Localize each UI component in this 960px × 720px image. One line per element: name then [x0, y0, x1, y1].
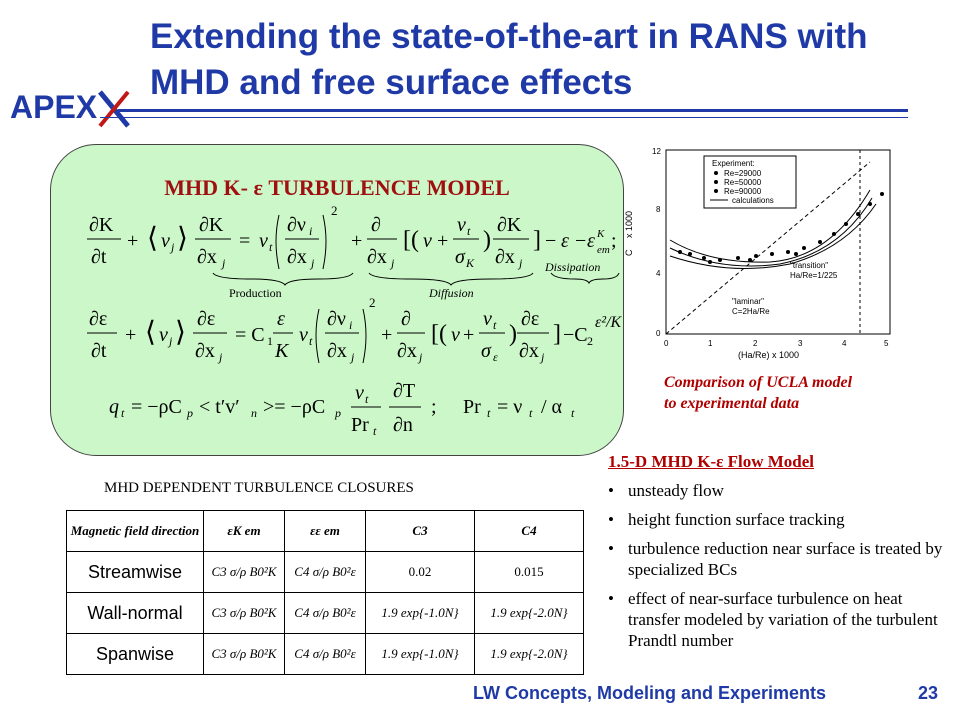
- svg-text:+: +: [437, 230, 449, 252]
- svg-text:;: ;: [611, 230, 617, 252]
- closures-table: [66, 510, 584, 675]
- heat-flux-equation: [109, 380, 575, 438]
- svg-text:+: +: [381, 324, 393, 346]
- svg-text:2: 2: [369, 295, 376, 310]
- svg-text:/ α: / α: [541, 396, 563, 418]
- svg-text:< t′v′: < t′v′: [199, 396, 240, 418]
- svg-text:∂x: ∂x: [519, 340, 539, 362]
- svg-text:+: +: [125, 324, 137, 346]
- svg-text:ν: ν: [159, 324, 168, 346]
- svg-text:t: t: [487, 406, 491, 420]
- dissipation-label: Dissipation: [545, 260, 601, 274]
- svg-text:[(: [(: [403, 227, 419, 253]
- svg-text:ν: ν: [259, 230, 268, 252]
- legend-item: Re=29000: [724, 169, 762, 178]
- svg-text:K: K: [275, 340, 289, 362]
- svg-text:[(: [(: [431, 321, 447, 347]
- table-row: [67, 593, 584, 634]
- header-c3: C3: [366, 511, 475, 552]
- svg-text:n: n: [251, 406, 257, 420]
- svg-text:−: −: [545, 230, 557, 252]
- svg-text:Pr: Pr: [463, 396, 481, 418]
- legend-item: Re=50000: [724, 178, 762, 187]
- svg-text:ν: ν: [299, 324, 308, 346]
- svg-text:⟨: ⟨: [147, 223, 158, 254]
- x-tick: 5: [884, 339, 889, 348]
- diffusion-label: Diffusion: [429, 286, 474, 300]
- svg-text:j: j: [541, 350, 545, 364]
- production-label: Production: [229, 286, 282, 300]
- cell-c4: 0.015: [475, 552, 584, 593]
- svg-text:∂ε: ∂ε: [521, 308, 540, 330]
- bullet-item: • effect of near-surface turbulence on heat transfer modeled by variation of the turbulent Prandtl number: [606, 588, 946, 651]
- calc-curve: [670, 204, 876, 269]
- svg-text:t: t: [269, 240, 273, 254]
- cell-c3: 0.02: [366, 552, 475, 593]
- row-direction: Streamwise: [67, 552, 204, 593]
- caption-line: to experimental data: [664, 395, 800, 412]
- svg-text:= ν: = ν: [497, 396, 523, 418]
- svg-text:j: j: [419, 350, 423, 364]
- svg-text:∂x: ∂x: [197, 246, 217, 268]
- svg-text:j: j: [171, 240, 175, 254]
- logo-text: APEX: [10, 89, 98, 125]
- svg-text:ν: ν: [483, 308, 492, 330]
- svg-text:∂x: ∂x: [287, 246, 307, 268]
- svg-text:q: q: [109, 396, 119, 418]
- row-direction: Spanwise: [67, 634, 204, 675]
- cell-eps-e: C4 σ/ρ B0²ε: [285, 634, 366, 675]
- bullet-item: • unsteady flow: [606, 480, 946, 501]
- legend-item: Re=90000: [724, 187, 762, 196]
- header-eps-e: εε em: [285, 511, 366, 552]
- svg-text:∂x: ∂x: [195, 340, 215, 362]
- svg-text:t: t: [467, 224, 471, 238]
- svg-text:= −ρC: = −ρC: [131, 396, 182, 418]
- svg-text:ν: ν: [423, 230, 432, 252]
- svg-text:j: j: [222, 256, 226, 270]
- footer-text: LW Concepts, Modeling and Experiments: [473, 683, 827, 703]
- svg-text:−: −: [575, 230, 587, 252]
- x-tick: 3: [798, 339, 803, 348]
- title-rule-thin: [100, 117, 908, 118]
- svg-text:2: 2: [331, 203, 338, 218]
- x-tick: 0: [664, 339, 669, 348]
- apex-logo: [8, 86, 132, 134]
- header-c4: C4: [475, 511, 584, 552]
- table-header-row: [67, 511, 584, 552]
- svg-text:+: +: [127, 230, 139, 252]
- svg-text:2: 2: [587, 334, 593, 348]
- svg-text:t: t: [365, 392, 369, 406]
- svg-text:j: j: [519, 256, 523, 270]
- svg-text:σ: σ: [481, 340, 491, 362]
- legend-item: calculations: [732, 196, 774, 205]
- svg-text:): ): [483, 227, 491, 253]
- svg-text:∂ε: ∂ε: [197, 308, 216, 330]
- svg-text:>= −ρC: >= −ρC: [263, 396, 326, 418]
- flow-model-bullets: [606, 480, 946, 659]
- svg-text:i: i: [349, 318, 353, 332]
- svg-text:t: t: [121, 406, 125, 420]
- svg-text:p: p: [187, 406, 193, 420]
- cell-eps-e: C4 σ/ρ B0²ε: [285, 593, 366, 634]
- legend-title: Experiment:: [712, 159, 755, 168]
- turbulence-model-box: [50, 144, 624, 456]
- svg-text:j: j: [311, 256, 315, 270]
- y-tick: 8: [656, 205, 661, 214]
- svg-text:⟩: ⟩: [175, 317, 186, 348]
- svg-text:t: t: [309, 334, 313, 348]
- svg-text:∂ν: ∂ν: [287, 214, 306, 236]
- svg-text:∂K: ∂K: [89, 214, 114, 236]
- svg-text:t: t: [373, 424, 377, 438]
- svg-text:j: j: [169, 334, 173, 348]
- svg-text:ν: ν: [355, 382, 364, 404]
- svg-text:∂t: ∂t: [91, 340, 107, 362]
- svg-text:1: 1: [267, 334, 273, 348]
- svg-text:em: em: [597, 244, 610, 256]
- comparison-plot: [620, 140, 902, 368]
- svg-text:p: p: [335, 406, 341, 420]
- model-equations: [51, 145, 623, 455]
- svg-text:= C: = C: [235, 324, 265, 346]
- svg-text:∂n: ∂n: [393, 414, 413, 436]
- y-tick: 12: [652, 147, 661, 156]
- svg-text:∂: ∂: [401, 308, 411, 330]
- svg-text:−C: −C: [563, 324, 588, 346]
- svg-text:i: i: [309, 224, 313, 238]
- svg-text:σ: σ: [455, 246, 465, 268]
- row-direction: Wall-normal: [67, 593, 204, 634]
- svg-text:∂x: ∂x: [327, 340, 347, 362]
- svg-text:∂t: ∂t: [91, 246, 107, 268]
- bullet-item: • height function surface tracking: [606, 509, 946, 530]
- annotation-transition: "transition": [790, 261, 829, 270]
- svg-text:j: j: [391, 256, 395, 270]
- y-axis-label-suffix: x 1000: [624, 210, 634, 238]
- plot-caption: [664, 372, 944, 414]
- svg-text:+: +: [351, 230, 363, 252]
- svg-text:]: ]: [553, 321, 561, 347]
- cell-eps-e: C4 σ/ρ B0²ε: [285, 552, 366, 593]
- svg-text:ν: ν: [161, 230, 170, 252]
- svg-text:⟩: ⟩: [177, 223, 188, 254]
- cell-c4: 1.9 exp{-2.0N}: [475, 593, 584, 634]
- svg-text:∂K: ∂K: [497, 214, 522, 236]
- svg-text:∂: ∂: [371, 214, 381, 236]
- closures-title: MHD DEPENDENT TURBULENCE CLOSURES: [104, 480, 414, 496]
- svg-text:∂x: ∂x: [367, 246, 387, 268]
- svg-text:ε: ε: [277, 308, 285, 330]
- svg-text:t: t: [529, 406, 533, 420]
- svg-text:ε: ε: [493, 350, 498, 364]
- bullet-item: • turbulence reduction near surface is treated by specialized BCs: [606, 538, 946, 580]
- svg-text:∂ε: ∂ε: [89, 308, 108, 330]
- svg-text:ε²/K: ε²/K: [595, 314, 622, 331]
- header-direction: Magnetic field direction: [67, 511, 204, 552]
- svg-text:): ): [509, 321, 517, 347]
- cell-c4: 1.9 exp{-2.0N}: [475, 634, 584, 675]
- cell-eps-k: C3 σ/ρ B0²K: [204, 634, 285, 675]
- x-tick: 4: [842, 339, 847, 348]
- epsilon-equation: [87, 295, 623, 364]
- x-tick: 1: [708, 339, 713, 348]
- k-equation: [87, 203, 619, 300]
- svg-text:j: j: [219, 350, 223, 364]
- y-axis-label: C: [624, 249, 634, 256]
- svg-text:∂K: ∂K: [199, 214, 224, 236]
- cell-eps-k: C3 σ/ρ B0²K: [204, 593, 285, 634]
- svg-text:t: t: [571, 406, 575, 420]
- header-eps-k: εK em: [204, 511, 285, 552]
- svg-text:∂x: ∂x: [397, 340, 417, 362]
- svg-text:t: t: [493, 318, 497, 332]
- svg-text:Pr: Pr: [351, 414, 369, 436]
- title-rule: [118, 109, 908, 112]
- y-tick: 0: [656, 329, 661, 338]
- model-title: MHD K- ε TURBULENCE MODEL: [164, 175, 510, 200]
- svg-text:j: j: [351, 350, 355, 364]
- y-tick: 4: [656, 269, 661, 278]
- flow-model-heading: 1.5-D MHD K-ε Flow Model: [608, 452, 815, 471]
- cell-c3: 1.9 exp{-1.0N}: [366, 634, 475, 675]
- slide-title: Extending the state-of-the-art in RANS with MHD and free surface effects: [150, 17, 868, 102]
- annotation-laminar: "laminar": [732, 297, 764, 306]
- svg-text:K: K: [597, 228, 605, 240]
- x-tick: 2: [753, 339, 758, 348]
- caption-line: Comparison of UCLA model: [664, 374, 853, 391]
- svg-text:∂ν: ∂ν: [327, 308, 346, 330]
- svg-text:]: ]: [533, 227, 541, 253]
- svg-text:K: K: [466, 256, 475, 270]
- svg-text:;: ;: [431, 396, 437, 418]
- svg-text:∂x: ∂x: [495, 246, 515, 268]
- table-row: [67, 634, 584, 675]
- cell-c3: 1.9 exp{-1.0N}: [366, 593, 475, 634]
- table-row: [67, 552, 584, 593]
- annotation-laminar: C=2Ha/Re: [732, 307, 770, 316]
- svg-text:+: +: [463, 324, 475, 346]
- page-number: 23: [918, 683, 939, 703]
- x-axis-label: (Ha/Re) x 1000: [738, 350, 800, 360]
- cell-eps-k: C3 σ/ρ B0²K: [204, 552, 285, 593]
- svg-text:ν: ν: [457, 214, 466, 236]
- svg-text:ε: ε: [587, 230, 595, 252]
- svg-text:⟨: ⟨: [145, 317, 156, 348]
- svg-text:ν: ν: [451, 324, 460, 346]
- annotation-transition: Ha/Re=1/225: [790, 271, 838, 280]
- svg-text:ε: ε: [561, 230, 569, 252]
- svg-text:=: =: [239, 230, 251, 252]
- svg-text:∂T: ∂T: [393, 380, 416, 402]
